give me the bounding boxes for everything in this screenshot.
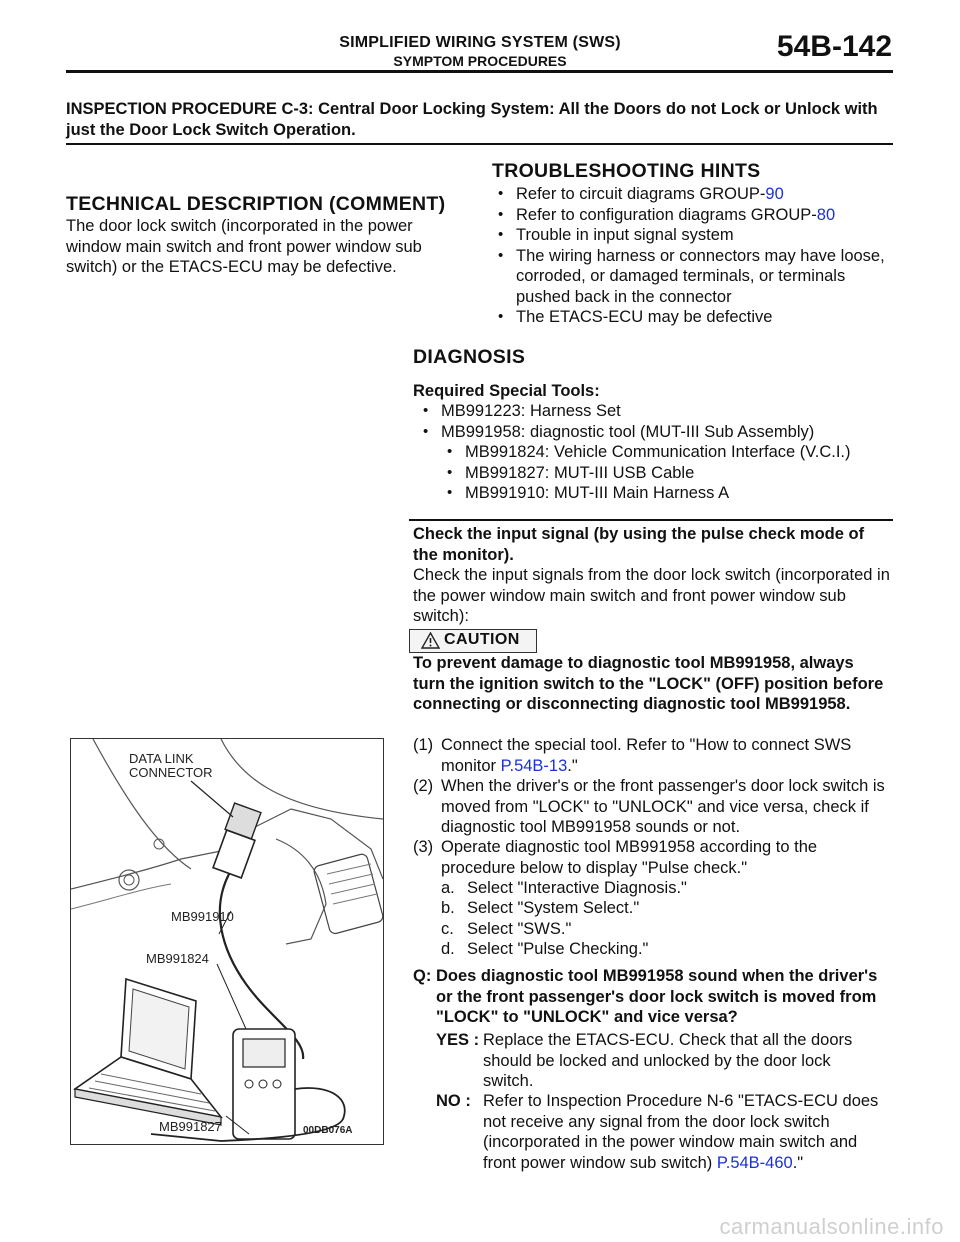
substep-text: Select "Interactive Diagnosis.": [467, 879, 687, 897]
step-intro: Check the input signals from the door lock switch (incorporated in the power window main switch and front power window sub switch):: [413, 566, 890, 625]
group-80-link[interactable]: 80: [816, 205, 836, 224]
group-90-link[interactable]: 90: [765, 185, 784, 203]
tool-subitem: • MB991827: MUT-III USB Cable: [441, 463, 891, 484]
yes-label: YES :: [436, 1031, 480, 1049]
diagnostic-tool-illustration: [71, 739, 383, 1144]
yes-text: Replace the ETACS-ECU. Check that all the doors should be locked and unlocked by the door lock switch.: [483, 1031, 853, 1090]
hint-item: • Refer to circuit diagrams GROUP-90: [492, 184, 892, 205]
label-connector: CONNECTOR: [129, 765, 213, 780]
substep-letter: b.: [441, 899, 455, 917]
step-number: (3): [413, 838, 434, 856]
question-label: Q:: [413, 967, 432, 985]
figure-code: 00DB076A: [303, 1125, 353, 1136]
tools-list: [417, 401, 887, 442]
label-data-link: DATA LINK: [129, 751, 194, 766]
tool-subitem: • MB991824: Vehicle Communication Interface (V.C.I.): [441, 442, 891, 463]
tool-item: • MB991223: Harness Set: [417, 401, 887, 422]
step-title: Check the input signal (by using the pulse check mode of the monitor).: [413, 525, 865, 564]
hint-item: • Trouble in input signal system: [492, 225, 892, 246]
substep-letter: d.: [441, 940, 455, 958]
no-text: Refer to Inspection Procedure N-6 "ETACS-ECU does not receive any signal from the door lock switch (incorporated in the power window main switch and front power window sub switch) P.54B-460.": [483, 1092, 879, 1172]
technical-heading: TECHNICAL DESCRIPTION (COMMENT): [66, 193, 446, 215]
step-3-text: Operate diagnostic tool MB991958 according to the procedure below to display "Pulse check.": [441, 838, 818, 877]
troubleshooting-heading: TROUBLESHOOTING HINTS: [492, 160, 761, 182]
substep-text: Select "SWS.": [467, 920, 572, 938]
watermark: carmanualsonline.info: [719, 1214, 944, 1239]
header-subtitle: SYMPTOM PROCEDURES: [393, 53, 567, 69]
tool-subitem: • MB991910: MUT-III Main Harness A: [441, 483, 891, 504]
caution-text: To prevent damage to diagnostic tool MB991958, always turn the ignition switch to the "LOCK" (OFF) position before connecting or disconnecting diagnostic tool MB991958.: [413, 654, 884, 713]
question-text: Does diagnostic tool MB991958 sound when the driver's or the front passenger's door lock switch is moved from "LOCK" to "UNLOCK" and vice versa?: [436, 967, 878, 1026]
troubleshooting-list: [492, 184, 892, 328]
substep-text: Select "Pulse Checking.": [467, 940, 649, 958]
step-number: (2): [413, 777, 434, 795]
hint-item: • The ETACS-ECU may be defective: [492, 307, 892, 328]
connection-figure: [70, 738, 384, 1145]
caution-label: CAUTION: [444, 631, 520, 648]
technical-text: The door lock switch (incorporated in the power window main switch and front power window sub switch) or the ETACS-ECU may be defective.: [66, 217, 422, 276]
substep-letter: a.: [441, 879, 455, 897]
label-mb991824: MB991824: [146, 951, 209, 966]
hint-item: • The wiring harness or connectors may have loose, corroded, or damaged terminals, or terminals pushed back in the connector: [492, 246, 892, 308]
caution-badge: [409, 629, 537, 653]
header-title: SIMPLIFIED WIRING SYSTEM (SWS): [339, 34, 621, 51]
no-label: NO :: [436, 1092, 471, 1110]
substep-letter: c.: [441, 920, 454, 938]
title-rule: [66, 143, 893, 145]
step-1-text: Connect the special tool. Refer to "How to connect SWS monitor P.54B-13.": [441, 736, 852, 775]
sws-monitor-link[interactable]: P.54B-13: [500, 756, 568, 775]
warning-icon: [421, 632, 440, 649]
substep-text: Select "System Select.": [467, 899, 640, 917]
step-number: (1): [413, 736, 434, 754]
page-number: 54B-142: [776, 30, 892, 63]
header-rule: [66, 70, 893, 73]
procedure-title: INSPECTION PROCEDURE C-3: Central Door Locking System: All the Doors do not Lock or Unlock with just the Door Lock Switch Operation.: [66, 100, 878, 139]
tool-item: • MB991958: diagnostic tool (MUT-III Sub Assembly): [417, 422, 887, 443]
label-mb991910: MB991910: [171, 909, 234, 924]
hint-item: • Refer to configuration diagrams GROUP-80: [492, 205, 892, 226]
diagnosis-heading: DIAGNOSIS: [413, 346, 526, 368]
procedure-link[interactable]: P.54B-460: [716, 1153, 793, 1172]
label-mb991827: MB991827: [159, 1119, 222, 1134]
step-2-text: When the driver's or the front passenger's door lock switch is moved from "LOCK" to "UNLOCK" and vice versa, check if diagnostic tool MB991958 sounds or not.: [441, 777, 885, 836]
tools-label: Required Special Tools:: [413, 382, 600, 400]
tool-sublist: [441, 442, 891, 504]
step-rule: [409, 519, 893, 521]
